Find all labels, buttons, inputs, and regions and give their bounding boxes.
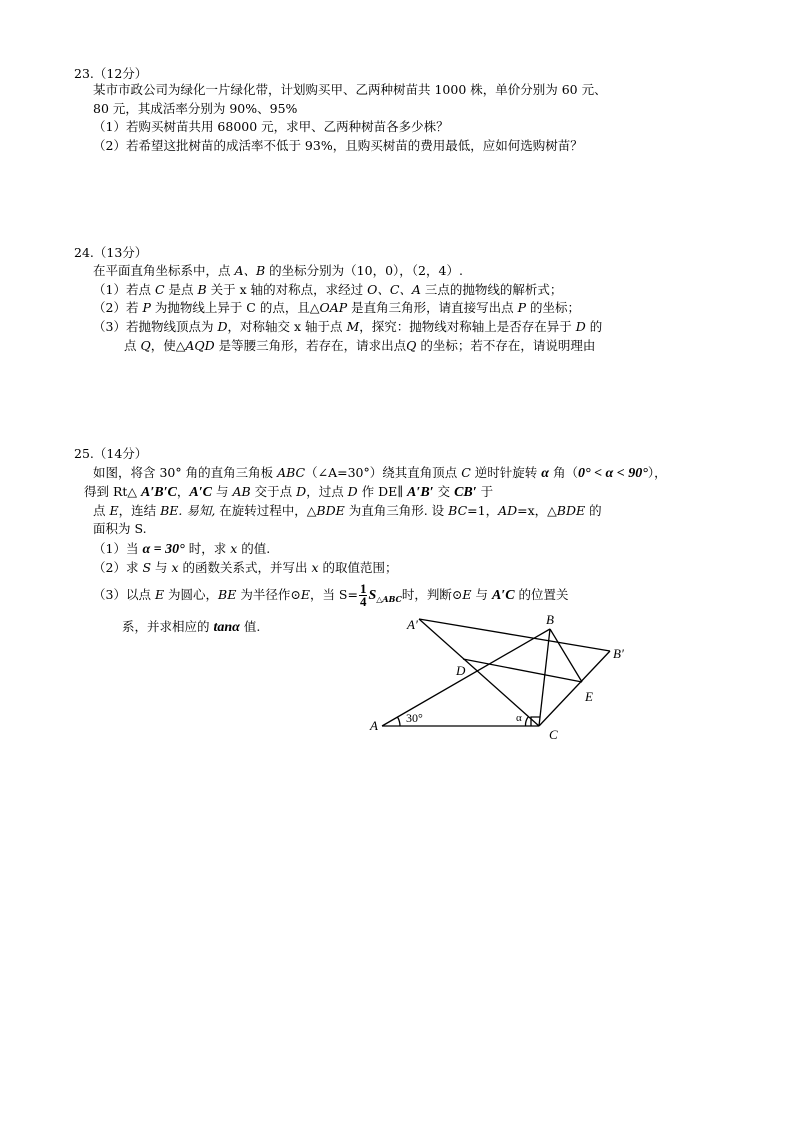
q24-part2: （2）若 P 为抛物线上异于 C 的点，且△OAP 是直角三角形，请直接写出点 P 的坐标；: [93, 300, 581, 315]
angle-arc-A: [398, 717, 401, 726]
label-C: C: [549, 727, 558, 742]
q25-stem-line2: 得到 Rt△ A′B′C，A′C 与 AB 交于点 D，过点 D 作 DE∥ A′B′ 交 CB′ 于: [84, 484, 494, 500]
q25-part3-line2: 系，并求相应的 tanα 值.: [122, 619, 261, 635]
label-D: D: [456, 663, 466, 678]
segment-CBp: [539, 651, 610, 726]
q25-stem-line1: 如图，将含 30° 角的直角三角板 ABC（∠A=30°）绕其直角顶点 C 逆时针旋转 α 角（0° < α < 90°），: [93, 465, 667, 481]
q23-stem-line2: 80 元，其成活率分别为 90%、95%: [93, 101, 298, 116]
fraction-one-quarter: $\frac{1}{4}$: [359, 581, 367, 609]
label-A: A: [370, 718, 378, 733]
q24-header: 24.（13分）: [74, 245, 148, 260]
segment-ApBp: [419, 619, 610, 651]
label-Bp: B′: [613, 646, 624, 661]
angle-label-30: 30°: [406, 711, 423, 725]
label-E: E: [585, 689, 593, 704]
segment-BE: [550, 629, 582, 682]
angle-label-alpha: α: [516, 712, 522, 724]
q25-header: 25.（14分）: [74, 446, 148, 461]
q24-stem: 在平面直角坐标系中，点 A、B 的坐标分别为（10，0），（2，4）.: [93, 263, 463, 278]
q24-part3-line1: （3）若抛物线顶点为 D，对称轴交 x 轴于点 M，探究：抛物线对称轴上是否存在异于 D 的: [93, 319, 603, 334]
q25-stem-line4: 面积为 S.: [93, 521, 147, 536]
q25-part1: （1）当 α = 30° 时，求 x 的值.: [93, 541, 271, 557]
q23-part1: （1）若购买树苗共用 68000 元，求甲、乙两种树苗各多少株？: [93, 119, 449, 134]
rotation-triangle-figure: [360, 605, 640, 750]
q25-stem-line3: 点 E，连结 BE. 易知, 在旋转过程中，△BDE 为直角三角形. 设 BC=1，AD=x，△BDE 的: [93, 503, 602, 518]
q24-part1: （1）若点 C 是点 B 关于 x 轴的对称点，求经过 O、C、A 三点的抛物线的解析式；: [93, 282, 563, 297]
q24-part3-line2: 点 Q，使△AQD 是等腰三角形，若存在，请求出点Q 的坐标；若不存在，请说明理由: [124, 338, 596, 353]
q25-part2: （2）求 S 与 x 的函数关系式，并写出 x 的取值范围；: [93, 560, 398, 575]
q23-header: 23.（12分）: [74, 66, 148, 81]
q23-stem-line1: 某市市政公司为绿化一片绿化带，计划购买甲、乙两种树苗共 1000 株，单价分别为 60 元、: [93, 82, 607, 97]
segment-DE: [463, 659, 582, 682]
angle-arc-alpha: [525, 717, 528, 727]
segment-BC: [539, 629, 550, 726]
q23-part2: （2）若希望这批树苗的成活率不低于 93%，且购买树苗的费用最低，应如何选购树苗？: [93, 138, 583, 153]
label-B: B: [546, 612, 554, 627]
segment-ApC: [419, 619, 539, 726]
label-Ap: A′: [407, 617, 418, 632]
q25-part3-line1: （3）以点 E 为圆心，BE 为半径作⊙E，当 S= $\frac{1}{4}$ $S_{\triangle ABC}$时，判断⊙E 与 A′C 的位置关: [93, 581, 569, 609]
